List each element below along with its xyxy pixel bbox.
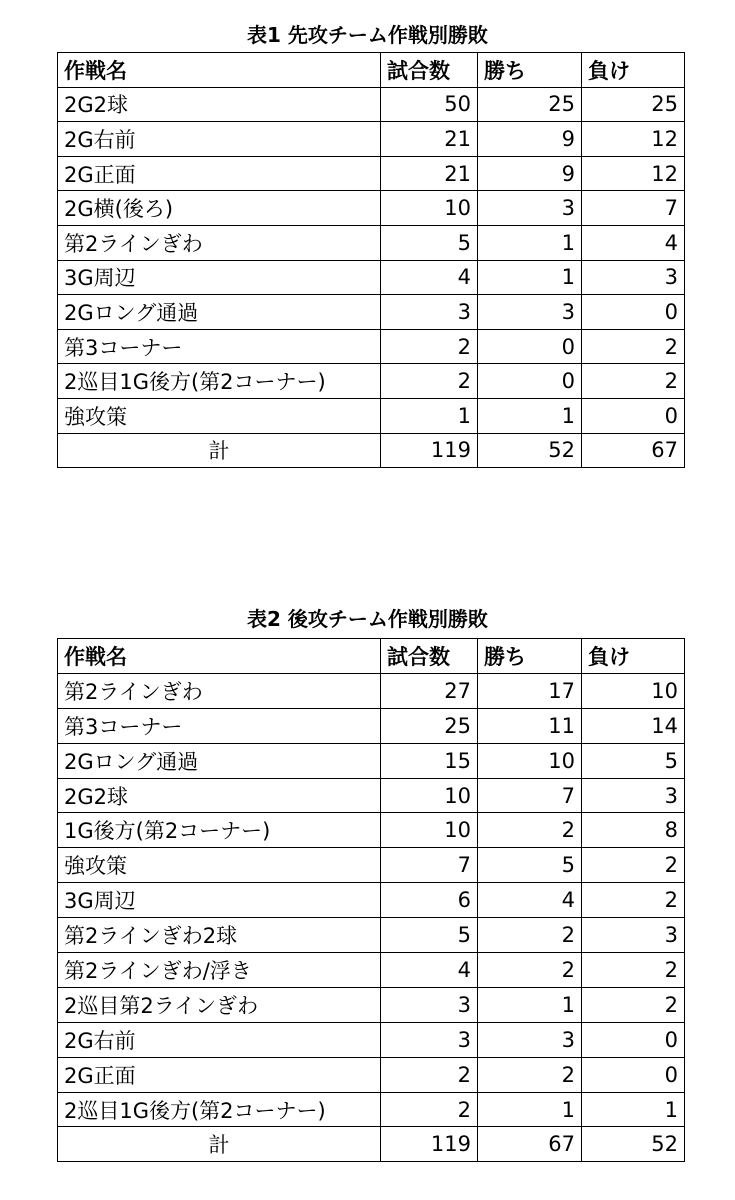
- losses-count: 25: [582, 87, 685, 122]
- wins-count: 3: [478, 1022, 582, 1057]
- wins-count: 1: [478, 225, 582, 260]
- table-row: [58, 295, 685, 330]
- games-count: 7: [381, 848, 478, 883]
- strategy-name: 第2ラインぎわ/浮き: [58, 953, 381, 988]
- wins-count: 3: [478, 191, 582, 226]
- losses-count: 0: [582, 295, 685, 330]
- wins-count: 4: [478, 883, 582, 918]
- games-count: 2: [381, 364, 478, 399]
- total-games: 119: [381, 433, 478, 468]
- table-row: [58, 883, 685, 918]
- strategy-name: 2G右前: [58, 122, 381, 157]
- strategy-name: 3G周辺: [58, 883, 381, 918]
- losses-count: 5: [582, 743, 685, 778]
- games-count: 21: [381, 156, 478, 191]
- wins-count: 17: [478, 673, 582, 708]
- games-count: 5: [381, 918, 478, 953]
- table-row: [58, 987, 685, 1022]
- losses-count: 0: [582, 1022, 685, 1057]
- header-games: 試合数: [381, 639, 478, 674]
- strategy-name: 2G正面: [58, 1057, 381, 1092]
- table-row: [58, 1057, 685, 1092]
- losses-count: 3: [582, 918, 685, 953]
- games-count: 10: [381, 191, 478, 226]
- losses-count: 8: [582, 813, 685, 848]
- header-games: 試合数: [381, 53, 478, 88]
- losses-count: 2: [582, 987, 685, 1022]
- games-count: 21: [381, 122, 478, 157]
- losses-count: 2: [582, 329, 685, 364]
- total-losses: 52: [582, 1127, 685, 1162]
- games-count: 2: [381, 329, 478, 364]
- total-label: 計: [58, 1127, 381, 1162]
- losses-count: 1: [582, 1092, 685, 1127]
- wins-count: 9: [478, 122, 582, 157]
- games-count: 5: [381, 225, 478, 260]
- total-losses: 67: [582, 433, 685, 468]
- strategy-name: 第2ラインぎわ: [58, 673, 381, 708]
- strategy-name: 1G後方(第2コーナー): [58, 813, 381, 848]
- strategy-name: 第2ラインぎわ2球: [58, 918, 381, 953]
- strategy-name: 強攻策: [58, 848, 381, 883]
- table-row: [58, 398, 685, 433]
- strategy-name: 2巡目第2ラインぎわ: [58, 987, 381, 1022]
- header-wins: 勝ち: [478, 53, 582, 88]
- table-row: [58, 848, 685, 883]
- games-count: 3: [381, 987, 478, 1022]
- games-count: 3: [381, 295, 478, 330]
- wins-count: 1: [478, 398, 582, 433]
- losses-count: 4: [582, 225, 685, 260]
- losses-count: 3: [582, 260, 685, 295]
- losses-count: 7: [582, 191, 685, 226]
- losses-count: 0: [582, 398, 685, 433]
- header-strategy: 作戦名: [58, 53, 381, 88]
- table-row: [58, 260, 685, 295]
- games-count: 3: [381, 1022, 478, 1057]
- total-row: [58, 433, 685, 468]
- table1: [57, 52, 685, 468]
- wins-count: 2: [478, 1057, 582, 1092]
- strategy-name: 2Gロング通過: [58, 743, 381, 778]
- table2-caption: 表2 後攻チーム作戦別勝敗: [247, 607, 488, 631]
- games-count: 2: [381, 1092, 478, 1127]
- table-row: [58, 364, 685, 399]
- losses-count: 2: [582, 883, 685, 918]
- games-count: 2: [381, 1057, 478, 1092]
- table-row: [58, 708, 685, 743]
- losses-count: 2: [582, 953, 685, 988]
- games-count: 4: [381, 260, 478, 295]
- header-wins: 勝ち: [478, 639, 582, 674]
- strategy-name: 2G横(後ろ): [58, 191, 381, 226]
- wins-count: 10: [478, 743, 582, 778]
- games-count: 1: [381, 398, 478, 433]
- strategy-name: 3G周辺: [58, 260, 381, 295]
- games-count: 10: [381, 778, 478, 813]
- losses-count: 0: [582, 1057, 685, 1092]
- strategy-name: 第3コーナー: [58, 708, 381, 743]
- losses-count: 3: [582, 778, 685, 813]
- wins-count: 1: [478, 1092, 582, 1127]
- header-strategy: 作戦名: [58, 639, 381, 674]
- losses-count: 2: [582, 364, 685, 399]
- strategy-name: 2G正面: [58, 156, 381, 191]
- strategy-name: 第2ラインぎわ: [58, 225, 381, 260]
- header-losses: 負け: [582, 639, 685, 674]
- table-row: [58, 743, 685, 778]
- table2: [57, 638, 685, 1162]
- total-wins: 67: [478, 1127, 582, 1162]
- total-label: 計: [58, 433, 381, 468]
- wins-count: 0: [478, 329, 582, 364]
- strategy-name: 2G2球: [58, 87, 381, 122]
- table-row: [58, 225, 685, 260]
- table-row: [58, 778, 685, 813]
- total-wins: 52: [478, 433, 582, 468]
- wins-count: 5: [478, 848, 582, 883]
- wins-count: 11: [478, 708, 582, 743]
- table-row: [58, 329, 685, 364]
- losses-count: 12: [582, 122, 685, 157]
- table-row: [58, 673, 685, 708]
- wins-count: 2: [478, 918, 582, 953]
- table-row: [58, 156, 685, 191]
- games-count: 50: [381, 87, 478, 122]
- table-row: [58, 122, 685, 157]
- table-row: [58, 87, 685, 122]
- table-row: [58, 953, 685, 988]
- losses-count: 2: [582, 848, 685, 883]
- wins-count: 2: [478, 953, 582, 988]
- table-header-row: [58, 53, 685, 88]
- wins-count: 0: [478, 364, 582, 399]
- losses-count: 12: [582, 156, 685, 191]
- table-header-row: [58, 639, 685, 674]
- header-losses: 負け: [582, 53, 685, 88]
- wins-count: 2: [478, 813, 582, 848]
- table-row: [58, 1092, 685, 1127]
- strategy-name: 2巡目1G後方(第2コーナー): [58, 364, 381, 399]
- table-row: [58, 191, 685, 226]
- losses-count: 14: [582, 708, 685, 743]
- wins-count: 1: [478, 260, 582, 295]
- table-row: [58, 918, 685, 953]
- wins-count: 25: [478, 87, 582, 122]
- games-count: 10: [381, 813, 478, 848]
- wins-count: 3: [478, 295, 582, 330]
- games-count: 27: [381, 673, 478, 708]
- total-row: [58, 1127, 685, 1162]
- wins-count: 7: [478, 778, 582, 813]
- losses-count: 10: [582, 673, 685, 708]
- games-count: 15: [381, 743, 478, 778]
- strategy-name: 2G右前: [58, 1022, 381, 1057]
- games-count: 25: [381, 708, 478, 743]
- strategy-name: 2Gロング通過: [58, 295, 381, 330]
- wins-count: 9: [478, 156, 582, 191]
- wins-count: 1: [478, 987, 582, 1022]
- table-row: [58, 813, 685, 848]
- games-count: 6: [381, 883, 478, 918]
- strategy-name: 第3コーナー: [58, 329, 381, 364]
- table1-caption: 表1 先攻チーム作戦別勝敗: [247, 23, 488, 47]
- strategy-name: 2G2球: [58, 778, 381, 813]
- strategy-name: 2巡目1G後方(第2コーナー): [58, 1092, 381, 1127]
- total-games: 119: [381, 1127, 478, 1162]
- strategy-name: 強攻策: [58, 398, 381, 433]
- table-row: [58, 1022, 685, 1057]
- games-count: 4: [381, 953, 478, 988]
